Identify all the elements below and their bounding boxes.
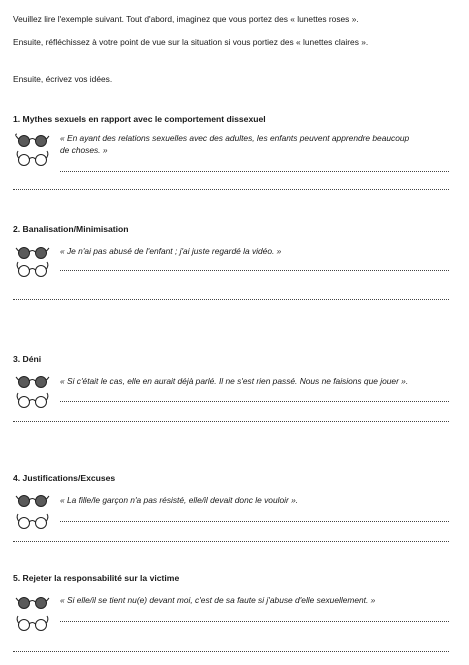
clear-glasses-icon — [15, 391, 51, 409]
section-1-quote-line-1: « En ayant des relations sexuelles avec des adultes, les enfants peuvent apprendre beaucoup — [60, 133, 410, 143]
section-5-quote: « Si elle/il se tient nu(e) devant moi, c'est de sa faute si j'abuse d'elle sexuellement. » — [60, 595, 376, 605]
clear-glasses-icon — [15, 149, 51, 167]
section-5-answer-line-2[interactable] — [13, 651, 449, 652]
dark-glasses-icon — [15, 133, 51, 147]
section-1-quote — [60, 132, 409, 156]
section-3-answer-line-2[interactable] — [13, 421, 449, 422]
section-1-quote-line-2: de choses. » — [60, 145, 108, 155]
section-5-heading: 5. Rejeter la responsabilité sur la victime — [13, 573, 180, 583]
section-3-answer-line-1[interactable] — [60, 401, 449, 402]
section-4-answer-line-1[interactable] — [60, 521, 449, 522]
section-3-quote: « Si c'était le cas, elle en aurait déjà parlé. Il ne s'est rien passé. Nous ne faisions que jouer ». — [60, 376, 409, 386]
section-3-heading: 3. Déni — [13, 354, 42, 364]
section-4-quote: « La fille/le garçon n'a pas résisté, elle/il devait donc le vouloir ». — [60, 495, 299, 505]
dark-glasses-icon — [15, 595, 51, 609]
dark-glasses-icon — [15, 493, 51, 507]
section-1-answer-line-2[interactable] — [13, 189, 449, 190]
dark-glasses-icon — [15, 374, 51, 388]
intro-line-2: Ensuite, réfléchissez à votre point de vue sur la situation si vous portiez des « lunettes claires ». — [13, 37, 369, 47]
section-4-answer-line-2[interactable] — [13, 541, 449, 542]
section-2-heading: 2. Banalisation/Minimisation — [13, 224, 129, 234]
intro-line-1: Veuillez lire l'exemple suivant. Tout d'abord, imaginez que vous portez des « lunettes roses ». — [13, 14, 359, 24]
section-4-heading: 4. Justifications/Excuses — [13, 473, 116, 483]
section-2-answer-line-1[interactable] — [60, 270, 449, 271]
section-2-quote: « Je n'ai pas abusé de l'enfant ; j'ai juste regardé la vidéo. » — [60, 246, 282, 256]
clear-glasses-icon — [15, 260, 51, 278]
dark-glasses-icon — [15, 245, 51, 259]
section-2-answer-line-2[interactable] — [13, 299, 449, 300]
section-1-heading: 1. Mythes sexuels en rapport avec le comportement dissexuel — [13, 114, 266, 124]
clear-glasses-icon — [15, 614, 51, 632]
clear-glasses-icon — [15, 512, 51, 530]
intro-line-3: Ensuite, écrivez vos idées. — [13, 74, 113, 84]
section-1-answer-line-1[interactable] — [60, 171, 449, 172]
section-5-answer-line-1[interactable] — [60, 621, 449, 622]
